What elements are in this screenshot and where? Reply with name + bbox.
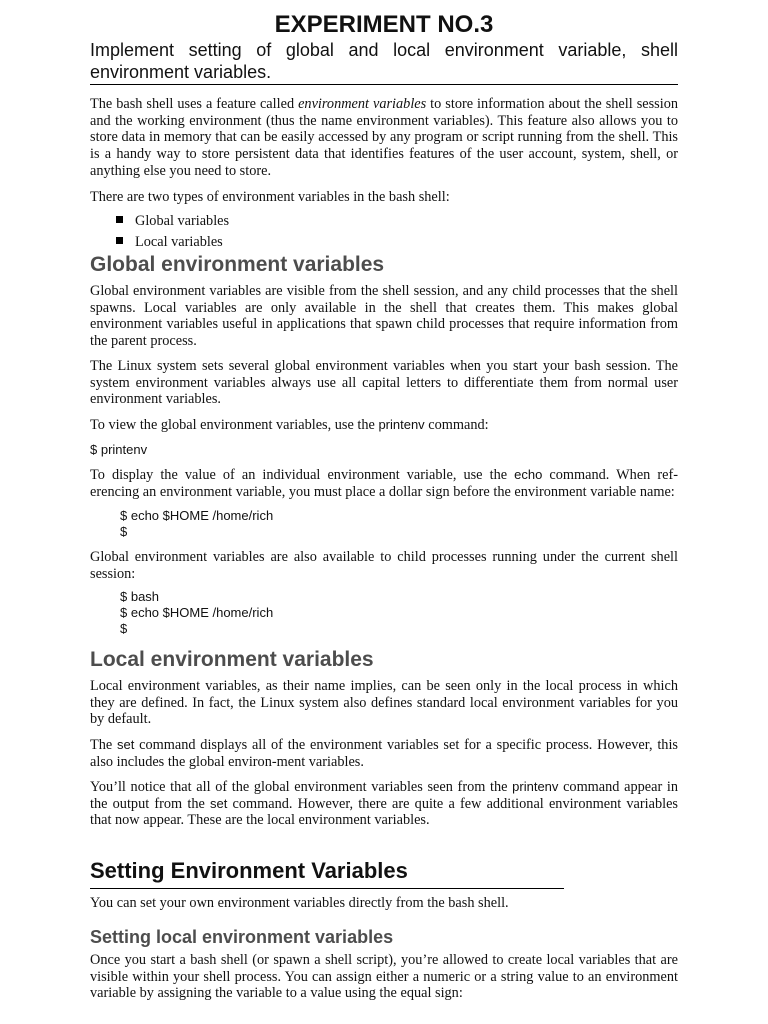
heading-local-variables: Local environment variables <box>90 648 374 671</box>
code-block-bash <box>120 589 273 637</box>
code-printenv: $ printenv <box>90 442 148 457</box>
heading-setting-variables: Setting Environment Variables <box>90 858 408 883</box>
title-divider <box>90 84 678 85</box>
page-subtitle: Implement setting of global and local environment variable, shell environment variables. <box>90 40 678 82</box>
local-paragraph-1: Local environment variables, as their name implies, can be seen only in the local process in which they are defined. In fact, the Linux system also defines standard local environment variables for you by default. <box>90 678 678 728</box>
set-inline-command: set <box>117 737 135 752</box>
local-paragraph-2: The set command displays all of the environment variables set for a specific process. However, this also includes the global environ-ment variables. <box>90 737 678 770</box>
intro-text-start: The bash shell uses a feature called <box>90 96 299 112</box>
code-block-echo <box>120 508 273 540</box>
local-paragraph-3: You’ll notice that all of the global environment variables seen from the printenv command appear in the output from the set command. However, there are quite a few additional environment variables that now appear. These are the local environment variables. <box>90 779 678 829</box>
intro-text-end: to store information about the shell session and the working environment (thus the name environment variables). This feature also allows you to store data in memory that can be easily accessed by any program or script running from the shell. This is a handy way to store persistent data that identifies features of the user account, system, shell, or anything else you need to store. <box>90 96 679 179</box>
global-paragraph-2: The Linux system sets several global environment variables when you start your bash session. The system environment variables always use all capital letters to differentiate them from normal user environment variables. <box>90 358 678 408</box>
page-title: EXPERIMENT NO.3 <box>274 11 494 38</box>
types-paragraph: There are two types of environment variables in the bash shell: <box>90 189 450 205</box>
intro-paragraph <box>90 96 678 180</box>
set-inline-command: set <box>210 795 228 811</box>
global-paragraph-4: To display the value of an individual environment variable, use the echo command. When ref-erencing an environment variable, you must place a dollar sign before the environment variable name: <box>90 467 679 500</box>
heading-setting-local: Setting local environment variables <box>90 927 394 947</box>
global-paragraph-3: To view the global environment variables, use the printenv command: <box>90 417 489 433</box>
bullet-item-local: Local variables <box>116 234 223 251</box>
code-line: $ echo $HOME /home/rich <box>120 508 274 523</box>
code-line: $ <box>120 524 128 539</box>
setting-paragraph-1: You can set your own environment variables directly from the bash shell. <box>90 895 509 911</box>
section-divider <box>90 888 564 889</box>
code-line: $ echo $HOME /home/rich <box>120 605 274 620</box>
code-line: $ <box>120 621 128 636</box>
global-paragraph-5: Global environment variables are also available to child processes running under the current shell session: <box>90 549 678 582</box>
setting-paragraph-2: Once you start a bash shell (or spawn a shell script), you’re allowed to create local variables that are visible within your shell process. You can assign either a numeric or a string value to an environment variable by assigning the variable to a value using the equal sign: <box>90 952 678 1002</box>
intro-emphasis: environment variables <box>298 96 427 112</box>
bullet-square-icon <box>116 216 123 223</box>
echo-inline-command: echo <box>514 467 543 482</box>
printenv-inline-command: printenv <box>378 417 425 432</box>
bullet-square-icon <box>116 237 123 244</box>
global-paragraph-1: Global environment variables are visible from the shell session, and any child processes that the shell spawns. Local variables are only available in the shell that creates them. This makes global environment variables useful in applications that spawn child processes that require information from the parent process. <box>90 283 678 350</box>
heading-global-variables: Global environment variables <box>90 253 385 276</box>
code-line: $ bash <box>120 589 160 604</box>
bullet-item-global: Global variables <box>116 213 229 230</box>
printenv-inline-command: printenv <box>512 779 559 794</box>
